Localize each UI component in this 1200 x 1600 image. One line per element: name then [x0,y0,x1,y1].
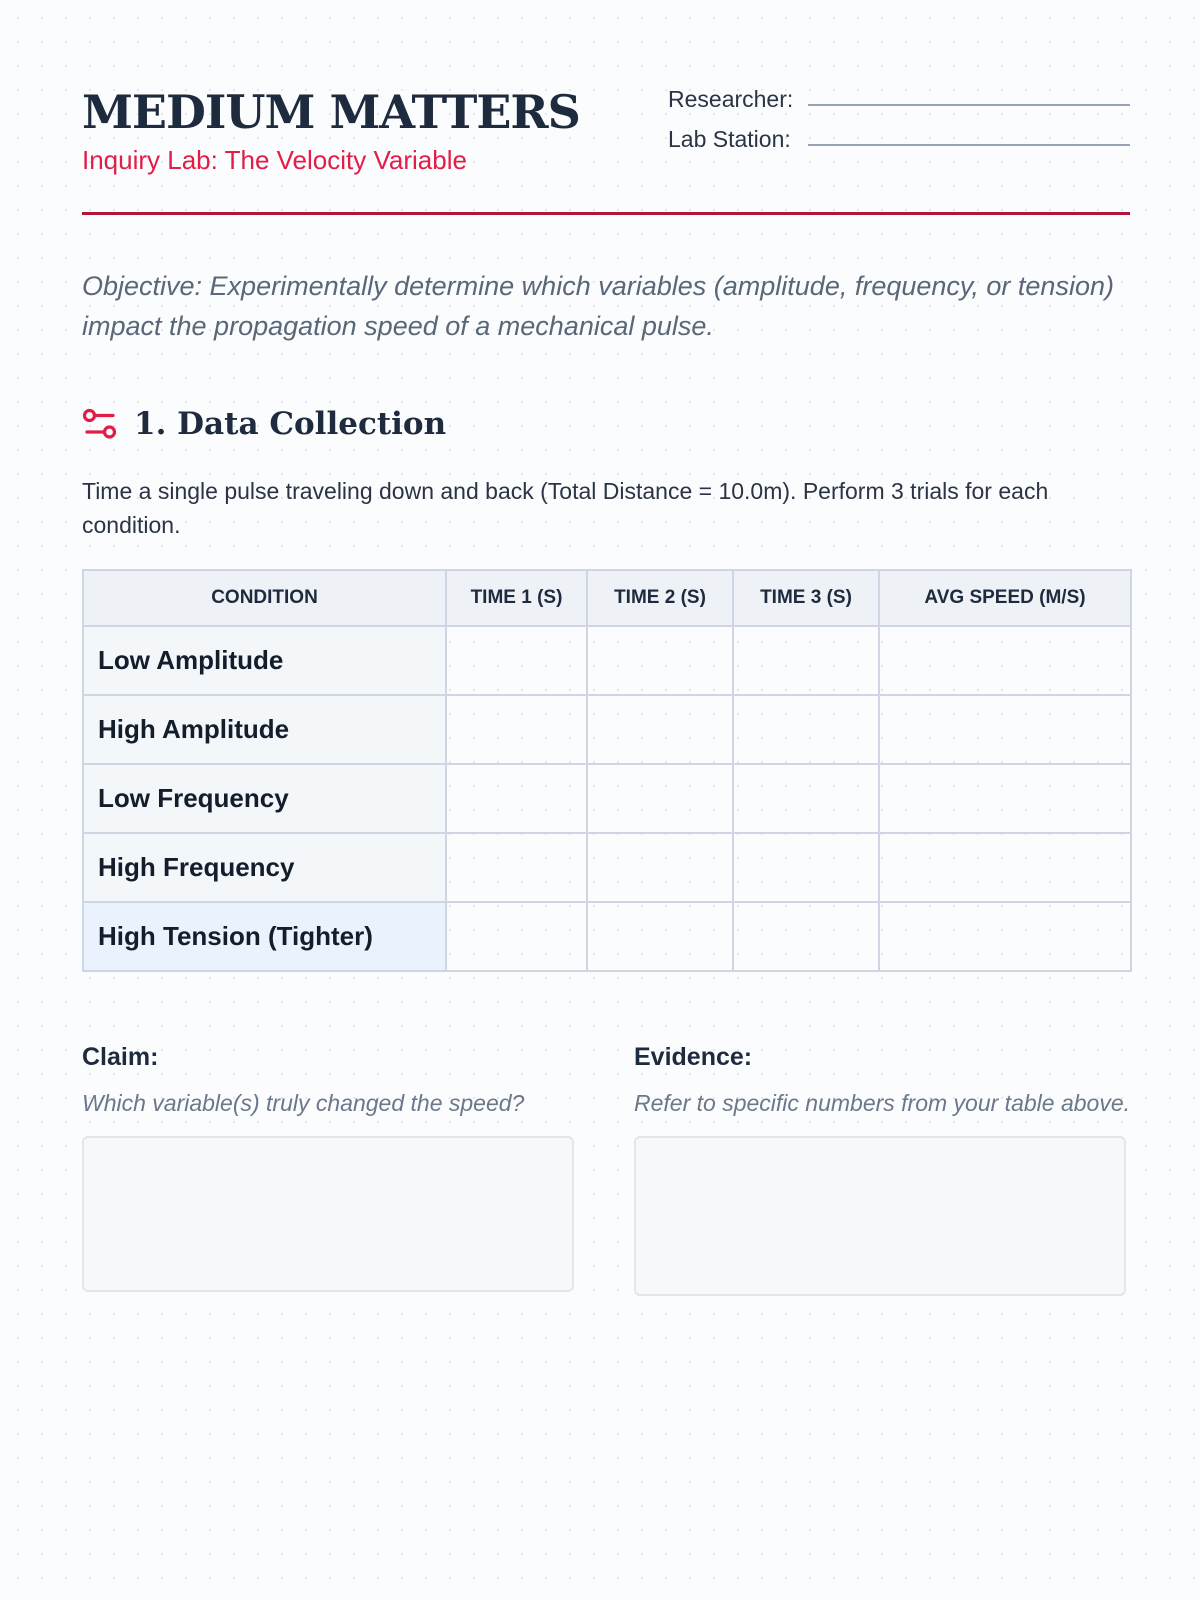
researcher-input-line[interactable] [808,104,1130,106]
table-row [83,764,1131,833]
avg-speed-cell[interactable] [879,764,1131,833]
avg-speed-cell[interactable] [879,695,1131,764]
time-3-cell[interactable] [733,626,879,695]
condition-label: High Amplitude [83,695,446,764]
evidence-label: Evidence: [634,1043,753,1071]
lab-station-input-line[interactable] [808,144,1130,146]
time-2-cell[interactable] [587,695,733,764]
lab-worksheet [82,0,1130,1600]
table-header-row [83,570,1131,626]
time-3-cell[interactable] [733,695,879,764]
time-2-cell[interactable] [587,833,733,902]
column-header-time-2: TIME 2 (S) [587,570,733,626]
avg-speed-cell[interactable] [879,626,1131,695]
column-header-time-1: TIME 1 (S) [446,570,587,626]
student-info-fields [668,80,1130,160]
claim-label: Claim: [82,1043,159,1071]
claim-answer-box[interactable] [82,1136,574,1292]
evidence-section [634,1040,1130,1296]
time-1-cell[interactable] [446,764,587,833]
condition-label: Low Frequency [83,764,446,833]
time-1-cell[interactable] [446,902,587,971]
column-header-avg-speed: AVG SPEED (M/S) [879,570,1131,626]
table-row [83,902,1131,971]
time-3-cell[interactable] [733,764,879,833]
data-table [82,569,1132,972]
objective-text: Objective: Experimentally determine which variables (amplitude, frequency, or tension) impact the propagation speed of a mechanical pulse. [82,271,1114,341]
claim-section [82,1040,578,1292]
worksheet-header [82,80,1130,215]
sliders-icon [82,408,118,442]
time-3-cell[interactable] [733,902,879,971]
time-3-cell[interactable] [733,833,879,902]
section-title: 1. Data Collection [134,406,447,442]
lab-station-field [668,120,1130,160]
lab-station-label: Lab Station: [668,126,791,152]
claim-prompt: Which variable(s) truly changed the speed? [82,1090,525,1116]
researcher-label: Researcher: [668,86,794,112]
condition-label: Low Amplitude [83,626,446,695]
avg-speed-cell[interactable] [879,902,1131,971]
time-1-cell[interactable] [446,695,587,764]
time-2-cell[interactable] [587,902,733,971]
evidence-prompt: Refer to specific numbers from your table above. [634,1090,1131,1116]
column-header-time-3: TIME 3 (S) [733,570,879,626]
table-row [83,695,1131,764]
table-row [83,626,1131,695]
evidence-answer-box[interactable] [634,1136,1126,1296]
column-header-condition: CONDITION [83,570,446,626]
researcher-field [668,80,1130,120]
avg-speed-cell[interactable] [879,833,1131,902]
time-1-cell[interactable] [446,833,587,902]
condition-label: High Tension (Tighter) [83,902,446,971]
condition-label: High Frequency [83,833,446,902]
instructions-text: Time a single pulse traveling down and back (Total Distance = 10.0m). Perform 3 trials for each condition. [82,478,1049,538]
time-1-cell[interactable] [446,626,587,695]
time-2-cell[interactable] [587,626,733,695]
worksheet-title: MEDIUM MATTERS [82,85,580,139]
table-row [83,833,1131,902]
time-2-cell[interactable] [587,764,733,833]
worksheet-subtitle: Inquiry Lab: The Velocity Variable [82,145,467,175]
